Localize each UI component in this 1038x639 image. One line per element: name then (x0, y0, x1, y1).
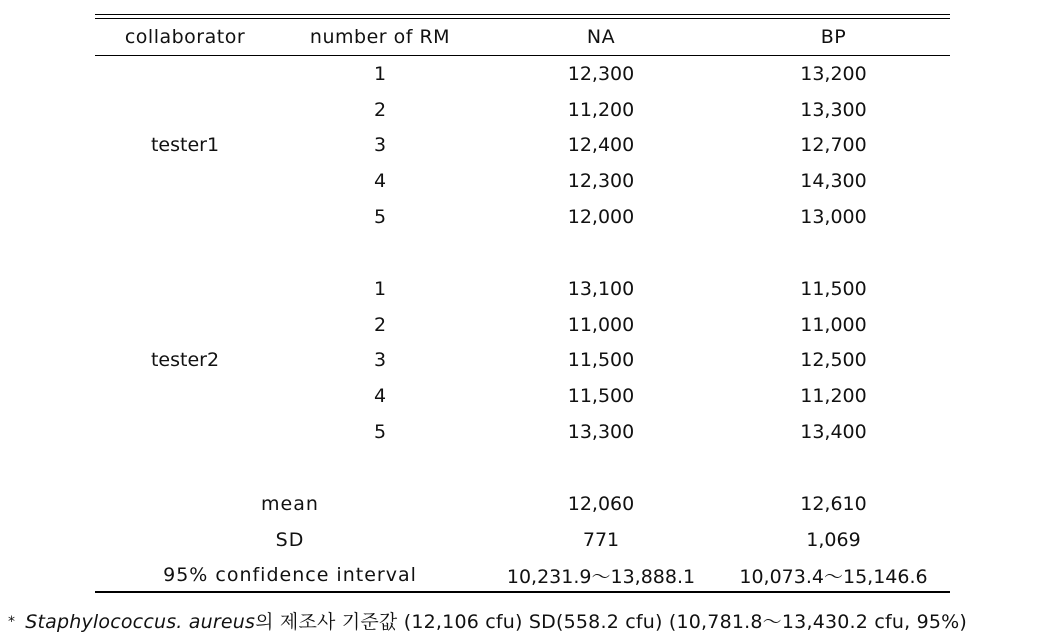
table-row (95, 271, 950, 307)
spacer-row (95, 235, 950, 271)
rm-number: 5 (373, 421, 387, 444)
sd-na: 771 (582, 528, 620, 551)
bp-value: 11,200 (800, 385, 867, 408)
na-value: 13,100 (567, 277, 635, 300)
footnote-star: * (8, 614, 16, 630)
summary-row-mean (95, 486, 950, 522)
rm-number: 4 (373, 170, 387, 193)
bp-value: 13,300 (800, 98, 867, 121)
bp-value: 11,000 (800, 313, 867, 336)
na-value: 13,300 (567, 421, 635, 444)
rm-number: 4 (373, 385, 387, 408)
results-table-container (95, 14, 950, 593)
footnote-species: Staphylococcus. aureus (25, 611, 256, 633)
header-number-of-rm: number of RM (309, 26, 451, 48)
summary-row-ci (95, 558, 950, 594)
table-top-rule (95, 14, 950, 15)
header-bp: BP (820, 26, 847, 48)
na-value: 11,200 (567, 98, 635, 121)
mean-na: 12,060 (567, 492, 635, 515)
collaborator-tester1: tester1 (150, 134, 220, 157)
bp-value: 13,400 (800, 421, 867, 444)
rm-number: 1 (373, 62, 387, 85)
spacer-row (95, 450, 950, 486)
bp-value: 11,500 (800, 277, 867, 300)
collaborator-tester2: tester2 (150, 349, 220, 372)
header-row (95, 19, 950, 55)
na-value: 11,500 (567, 349, 635, 372)
results-table (95, 19, 950, 55)
rm-number: 3 (373, 349, 387, 372)
rm-number: 2 (373, 313, 387, 336)
rm-number: 2 (373, 98, 387, 121)
results-table-body (95, 56, 950, 593)
summary-row-sd (95, 522, 950, 558)
table-bottom-rule (95, 591, 950, 593)
mean-label: mean (261, 492, 319, 515)
mean-bp: 12,610 (800, 492, 867, 515)
rm-number: 1 (373, 277, 387, 300)
sd-label: SD (275, 528, 305, 551)
ci-bp: 10,073.4～15,146.6 (739, 565, 928, 588)
bp-value: 13,000 (800, 206, 867, 229)
ci-label: 95% confidence interval (163, 564, 417, 587)
na-value: 12,000 (567, 206, 635, 229)
na-value: 12,300 (567, 170, 635, 193)
header-na: NA (586, 26, 616, 48)
bp-value: 12,500 (800, 349, 867, 372)
bp-value: 14,300 (800, 170, 867, 193)
na-value: 11,500 (567, 385, 635, 408)
rm-number: 3 (373, 134, 387, 157)
table-row (95, 56, 950, 92)
footnote-text: 의 제조사 기준값 (12,106 cfu) SD(558.2 cfu) (10,781.8～13,430.2 cfu, 95%) (255, 611, 968, 633)
rm-number: 5 (373, 206, 387, 229)
bp-value: 12,700 (800, 134, 867, 157)
header-collaborator: collaborator (124, 26, 246, 48)
na-value: 12,300 (567, 62, 635, 85)
na-value: 12,400 (567, 134, 635, 157)
bp-value: 13,200 (800, 62, 867, 85)
ci-na: 10,231.9～13,888.1 (506, 565, 696, 588)
na-value: 11,000 (567, 313, 635, 336)
sd-bp: 1,069 (806, 528, 861, 551)
footnote (8, 607, 967, 634)
